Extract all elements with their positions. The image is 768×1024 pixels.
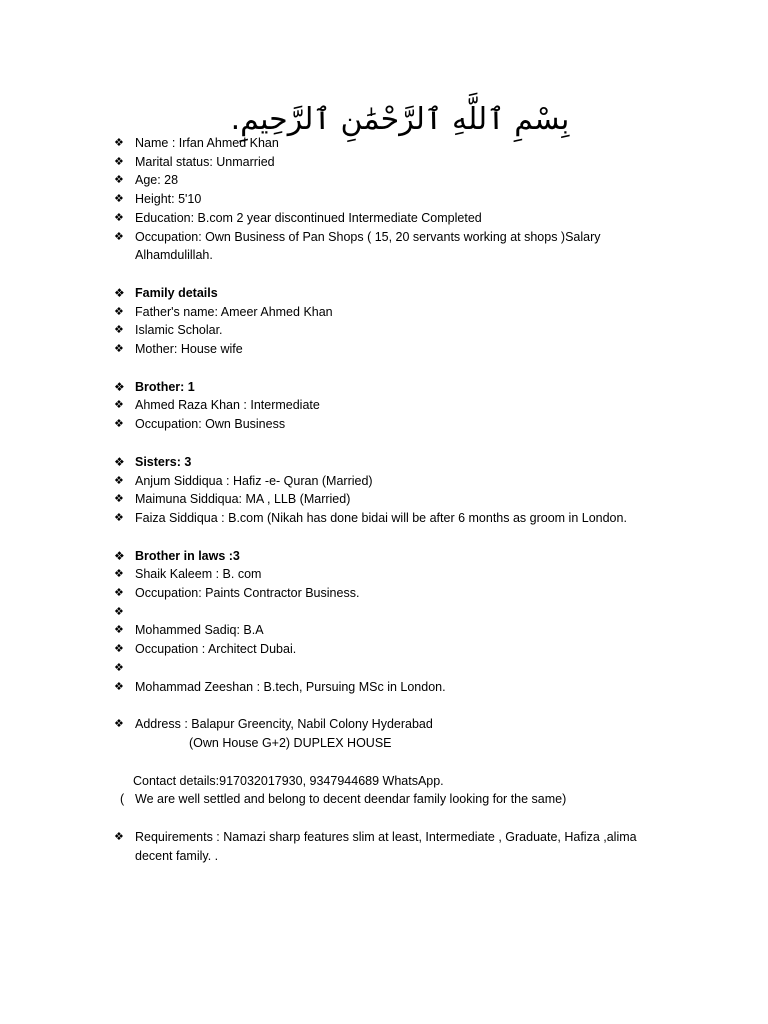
list-item-brother-in-law — [114, 678, 714, 697]
list-item-brother-in-law — [114, 621, 714, 640]
address-text: Address : Balapur Greencity, Nabil Colony Hyderabad — [135, 717, 433, 732]
sister-text: Faiza Siddiqua : B.com (Nikah has done bidai will be after 6 months as groom in London. — [135, 510, 627, 525]
address-line-2: (Own House G+2) DUPLEX HOUSE — [189, 735, 392, 750]
biodata-content — [114, 134, 714, 865]
diamond-bullet-icon: ❖ — [114, 417, 124, 431]
diamond-bullet-icon: ❖ — [114, 304, 124, 318]
diamond-bullet-icon: ❖ — [114, 154, 124, 168]
list-item-requirements — [114, 828, 660, 865]
height-text: Height: 5'10 — [135, 192, 202, 207]
bismillah-heading: بِسْمِ ٱللَّهِ ٱلرَّحْمَٰنِ ٱلرَّحِيمِ. — [230, 102, 570, 137]
sisters-heading-text: Sisters: 3 — [135, 454, 192, 469]
spacer — [114, 434, 714, 453]
list-item-brother-in-law — [114, 584, 714, 603]
diamond-bullet-icon: ❖ — [114, 642, 124, 656]
brother-in-law-text: Mohammad Zeeshan : B.tech, Pursuing MSc in London. — [135, 679, 446, 694]
list-item-empty — [114, 659, 714, 678]
brother-occupation-text: Occupation: Own Business — [135, 417, 286, 432]
diamond-bullet-icon: ❖ — [114, 323, 124, 337]
diamond-bullet-icon: ❖ — [114, 548, 125, 563]
diamond-bullet-icon: ❖ — [114, 660, 124, 674]
list-item-empty — [114, 603, 714, 622]
diamond-bullet-icon: ❖ — [114, 229, 124, 243]
open-paren: ( — [120, 792, 125, 807]
diamond-bullet-icon: ❖ — [114, 173, 124, 187]
contact-details: Contact details:917032017930, 9347944689 WhatsApp. — [133, 773, 444, 788]
sister-text: Maimuna Siddiqua: MA , LLB (Married) — [135, 492, 351, 507]
diamond-bullet-icon: ❖ — [114, 398, 124, 412]
list-item-sister — [114, 509, 714, 528]
brother-in-law-text: Mohammed Sadiq: B.A — [135, 623, 264, 638]
father-note-text: Islamic Scholar. — [135, 323, 223, 338]
list-item-name — [114, 134, 714, 153]
education-text: Education: B.com 2 year discontinued Intermediate Completed — [135, 210, 482, 225]
diamond-bullet-icon: ❖ — [114, 210, 124, 224]
diamond-bullet-icon: ❖ — [114, 679, 124, 693]
list-item-occupation — [114, 228, 615, 265]
diamond-bullet-icon: ❖ — [114, 342, 124, 356]
statement-text: We are well settled and belong to decent deendar family looking for the same) — [135, 792, 567, 807]
name-text: Name : Irfan Ahmed Khan — [135, 136, 279, 150]
list-item-mother — [114, 340, 714, 359]
diamond-bullet-icon: ❖ — [114, 586, 124, 600]
diamond-bullet-icon: ❖ — [114, 510, 124, 524]
spacer — [114, 753, 714, 772]
section-heading-brother-in-laws — [114, 547, 714, 566]
diamond-bullet-icon: ❖ — [114, 454, 125, 469]
brother-in-laws-heading-text: Brother in laws :3 — [135, 548, 240, 563]
list-item-height — [114, 190, 714, 209]
list-item-father-note — [114, 321, 714, 340]
list-item-brother-occupation — [114, 415, 714, 434]
diamond-bullet-icon: ❖ — [114, 379, 125, 394]
section-heading-family — [114, 284, 714, 303]
statement-line — [114, 790, 714, 809]
sister-text: Anjum Siddiqua : Hafiz -e- Quran (Married) — [135, 473, 373, 488]
list-item-marital-status — [114, 153, 714, 172]
occupation-text: Occupation: Own Business of Pan Shops ( 15, 20 servants working at shops )Salary Alhamdulillah. — [135, 229, 601, 263]
spacer — [114, 809, 714, 828]
brother-in-law-text: Occupation : Architect Dubai. — [135, 642, 297, 657]
section-heading-sisters — [114, 453, 714, 472]
marital-status-text: Marital status: Unmarried — [135, 154, 275, 169]
spacer — [114, 265, 714, 284]
diamond-bullet-icon: ❖ — [114, 830, 124, 844]
diamond-bullet-icon: ❖ — [114, 567, 124, 581]
diamond-bullet-icon: ❖ — [114, 623, 124, 637]
requirements-text: Requirements : Namazi sharp features slim at least, Intermediate , Graduate, Hafiza ,alima decent family. . — [135, 830, 637, 863]
brother-in-law-text: Occupation: Paints Contractor Business. — [135, 586, 360, 601]
section-heading-brother — [114, 378, 714, 397]
diamond-bullet-icon: ❖ — [114, 492, 124, 506]
list-item-education — [114, 209, 714, 228]
family-heading-text: Family details — [135, 285, 218, 300]
diamond-bullet-icon: ❖ — [114, 192, 124, 206]
age-text: Age: 28 — [135, 173, 179, 188]
diamond-bullet-icon: ❖ — [114, 717, 124, 731]
list-item-brother-in-law — [114, 640, 714, 659]
diamond-bullet-icon: ❖ — [114, 604, 124, 618]
brother-in-law-text: Shaik Kaleem : B. com — [135, 567, 262, 582]
diamond-bullet-icon: ❖ — [114, 285, 125, 300]
spacer — [114, 359, 714, 378]
mother-text: Mother: House wife — [135, 342, 243, 357]
brother-name-text: Ahmed Raza Khan : Intermediate — [135, 398, 320, 413]
list-item-age — [114, 171, 714, 190]
spacer — [114, 528, 714, 547]
diamond-bullet-icon: ❖ — [114, 136, 124, 149]
diamond-bullet-icon: ❖ — [114, 473, 124, 487]
list-item-address — [114, 715, 714, 734]
list-item-sister — [114, 490, 714, 509]
list-item-brother-name — [114, 396, 714, 415]
list-item-sister — [114, 472, 714, 491]
brother-heading-text: Brother: 1 — [135, 379, 195, 394]
father-name-text: Father's name: Ameer Ahmed Khan — [135, 304, 333, 319]
list-item-father — [114, 303, 714, 322]
spacer — [114, 696, 714, 715]
list-item-brother-in-law — [114, 565, 714, 584]
